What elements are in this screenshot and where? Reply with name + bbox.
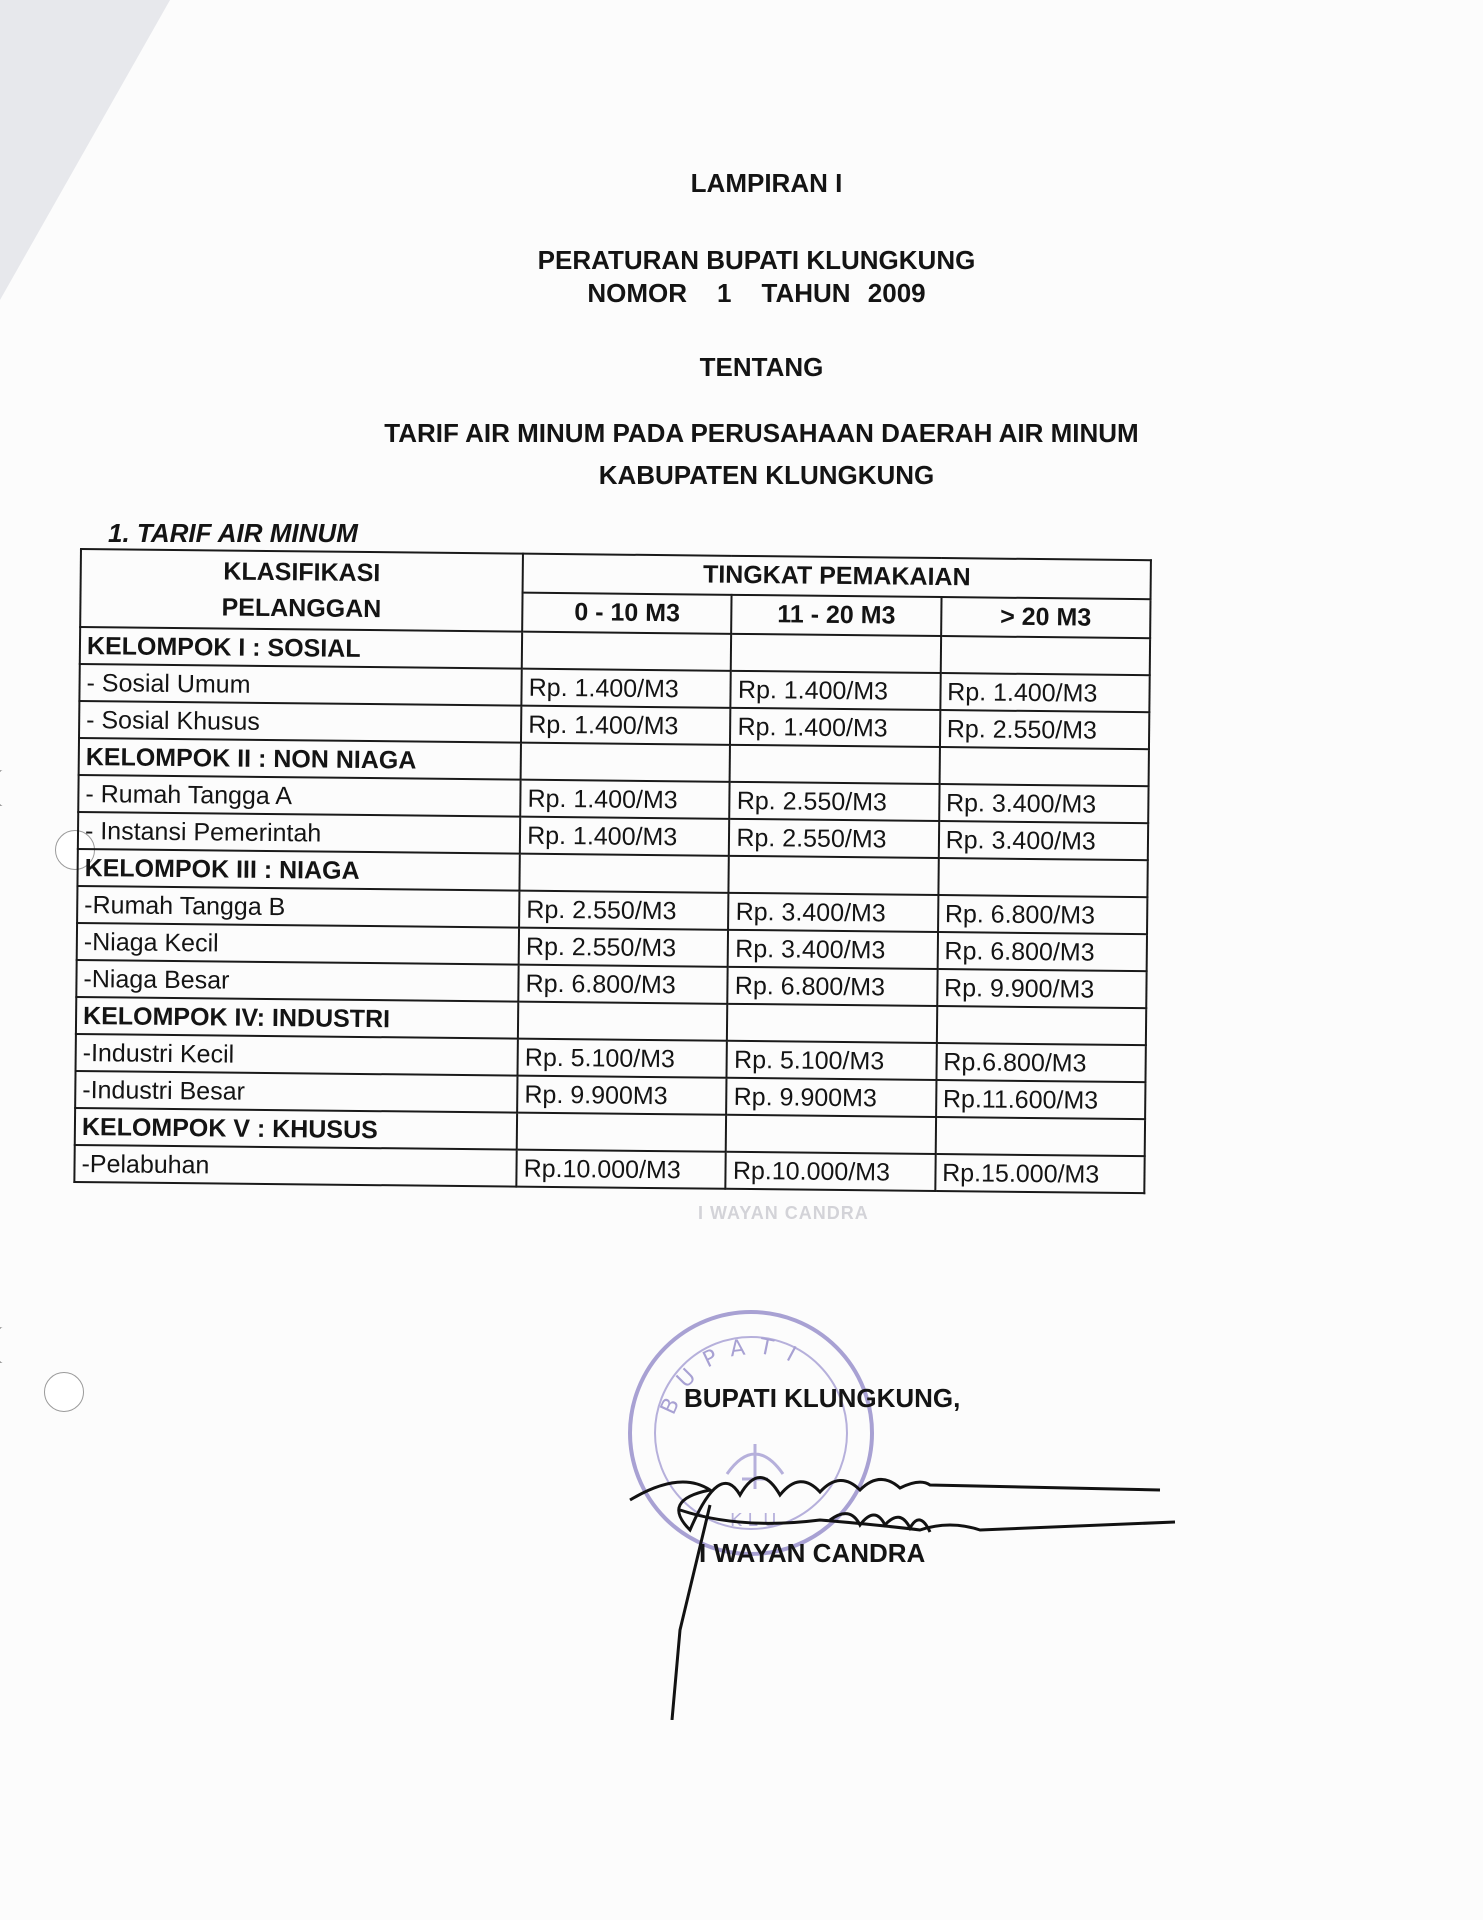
customer-class-label: -Industri Besar bbox=[75, 1071, 518, 1113]
tariff-cell: Rp. 3.400/M3 bbox=[728, 930, 938, 969]
regulation-number: NOMOR 1 TAHUN 2009 bbox=[587, 278, 926, 308]
tariff-cell: Rp. 1.400/M3 bbox=[730, 708, 940, 747]
customer-class-label: -Rumah Tangga B bbox=[77, 886, 520, 928]
tariff-cell: Rp. 1.400/M3 bbox=[521, 706, 731, 745]
customer-class-label: -Niaga Besar bbox=[76, 960, 519, 1002]
tariff-cell: Rp. 2.550/M3 bbox=[940, 710, 1150, 749]
customer-class-label: -Niaga Kecil bbox=[77, 923, 520, 965]
customer-class-label: - Rumah Tangga A bbox=[78, 775, 521, 817]
empty-cell bbox=[935, 1117, 1145, 1156]
tariff-cell: Rp.10.000/M3 bbox=[726, 1152, 936, 1191]
customer-class-label: -Industri Kecil bbox=[76, 1034, 519, 1076]
tariff-cell: Rp.6.800/M3 bbox=[936, 1043, 1146, 1082]
empty-cell bbox=[938, 858, 1148, 897]
empty-cell bbox=[522, 632, 732, 671]
signatory-title: BUPATI KLUNGKUNG, bbox=[684, 1383, 961, 1413]
tariff-cell: Rp. 1.400/M3 bbox=[520, 780, 730, 819]
empty-cell bbox=[518, 1002, 728, 1041]
punch-hole bbox=[44, 1372, 84, 1412]
appendix-label: LAMPIRAN I bbox=[690, 168, 843, 198]
tariff-cell: Rp. 6.800/M3 bbox=[518, 965, 728, 1004]
tariff-cell: Rp. 1.400/M3 bbox=[940, 673, 1150, 712]
tariff-cell: Rp.10.000/M3 bbox=[516, 1150, 726, 1189]
header-col-1: 0 - 10 M3 bbox=[522, 593, 732, 634]
empty-cell bbox=[730, 745, 940, 784]
section-title: 1. TARIF AIR MINUM bbox=[108, 518, 358, 548]
empty-cell bbox=[731, 634, 941, 673]
subject-line-2: KABUPATEN KLUNGKUNG bbox=[598, 460, 935, 490]
tariff-cell: Rp. 3.400/M3 bbox=[938, 821, 1148, 860]
tariff-cell: Rp. 2.550/M3 bbox=[729, 819, 939, 858]
tariff-cell: Rp. 1.400/M3 bbox=[731, 671, 941, 710]
tariff-cell: Rp. 6.800/M3 bbox=[938, 895, 1148, 934]
empty-cell bbox=[940, 636, 1150, 675]
empty-cell bbox=[729, 856, 939, 895]
tariff-cell: Rp. 3.400/M3 bbox=[939, 784, 1149, 823]
signatory-name: I WAYAN CANDRA bbox=[699, 1538, 926, 1568]
tariff-cell: Rp. 5.100/M3 bbox=[727, 1041, 937, 1080]
show-through-text: I WAYAN CANDRA bbox=[698, 1203, 869, 1223]
header-usage-level: TINGKAT PEMAKAIAN bbox=[523, 554, 1151, 600]
empty-cell bbox=[520, 854, 730, 893]
tariff-cell: Rp. 2.550/M3 bbox=[519, 928, 729, 967]
tariff-cell: Rp. 9.900M3 bbox=[727, 1078, 937, 1117]
customer-class-label: - Instansi Pemerintah bbox=[78, 812, 521, 854]
header-col-2: 11 - 20 M3 bbox=[732, 595, 942, 636]
regulation-title: PERATURAN BUPATI KLUNGKUNG bbox=[537, 245, 976, 275]
empty-cell bbox=[937, 1006, 1147, 1045]
tariff-cell: Rp. 1.400/M3 bbox=[520, 817, 730, 856]
empty-cell bbox=[727, 1004, 937, 1043]
tariff-cell: Rp. 9.900M3 bbox=[517, 1076, 727, 1115]
tariff-cell: Rp. 1.400/M3 bbox=[522, 669, 732, 708]
punch-edge-mark bbox=[0, 770, 11, 806]
group-label: KELOMPOK III : NIAGA bbox=[77, 849, 520, 891]
tariff-cell: Rp. 9.900/M3 bbox=[937, 969, 1147, 1008]
tariff-table bbox=[73, 548, 1152, 1194]
tariff-cell: Rp. 6.800/M3 bbox=[728, 967, 938, 1006]
group-label: KELOMPOK I : SOSIAL bbox=[80, 627, 523, 669]
customer-class-label: - Sosial Khusus bbox=[79, 701, 522, 743]
header-col-3: > 20 M3 bbox=[941, 597, 1151, 638]
tariff-cell: Rp. 5.100/M3 bbox=[518, 1039, 728, 1078]
tariff-cell: Rp.11.600/M3 bbox=[936, 1080, 1146, 1119]
tariff-cell: Rp. 2.550/M3 bbox=[519, 891, 729, 930]
subject-line-1: TARIF AIR MINUM PADA PERUSAHAAN DAERAH AIR MINUM bbox=[384, 418, 1139, 448]
tariff-cell: Rp. 2.550/M3 bbox=[730, 782, 940, 821]
about-label: TENTANG bbox=[699, 352, 824, 382]
header-classification: KLASIFIKASI PELANGGAN bbox=[80, 549, 523, 632]
tariff-cell: Rp. 6.800/M3 bbox=[937, 932, 1147, 971]
group-label: KELOMPOK IV: INDUSTRI bbox=[76, 997, 519, 1039]
tariff-cell: Rp.15.000/M3 bbox=[935, 1154, 1145, 1193]
svg-text:K L U: K L U bbox=[730, 1510, 777, 1531]
empty-cell bbox=[726, 1115, 936, 1154]
customer-class-label: - Sosial Umum bbox=[79, 664, 522, 706]
group-label: KELOMPOK V : KHUSUS bbox=[75, 1108, 518, 1150]
empty-cell bbox=[939, 747, 1149, 786]
group-label: KELOMPOK II : NON NIAGA bbox=[79, 738, 522, 780]
empty-cell bbox=[517, 1113, 727, 1152]
empty-cell bbox=[521, 743, 731, 782]
customer-class-label: -Pelabuhan bbox=[74, 1145, 517, 1187]
tariff-cell: Rp. 3.400/M3 bbox=[728, 893, 938, 932]
svg-text:BUPATI: BUPATI bbox=[656, 1334, 813, 1419]
punch-edge-mark bbox=[0, 1327, 11, 1363]
